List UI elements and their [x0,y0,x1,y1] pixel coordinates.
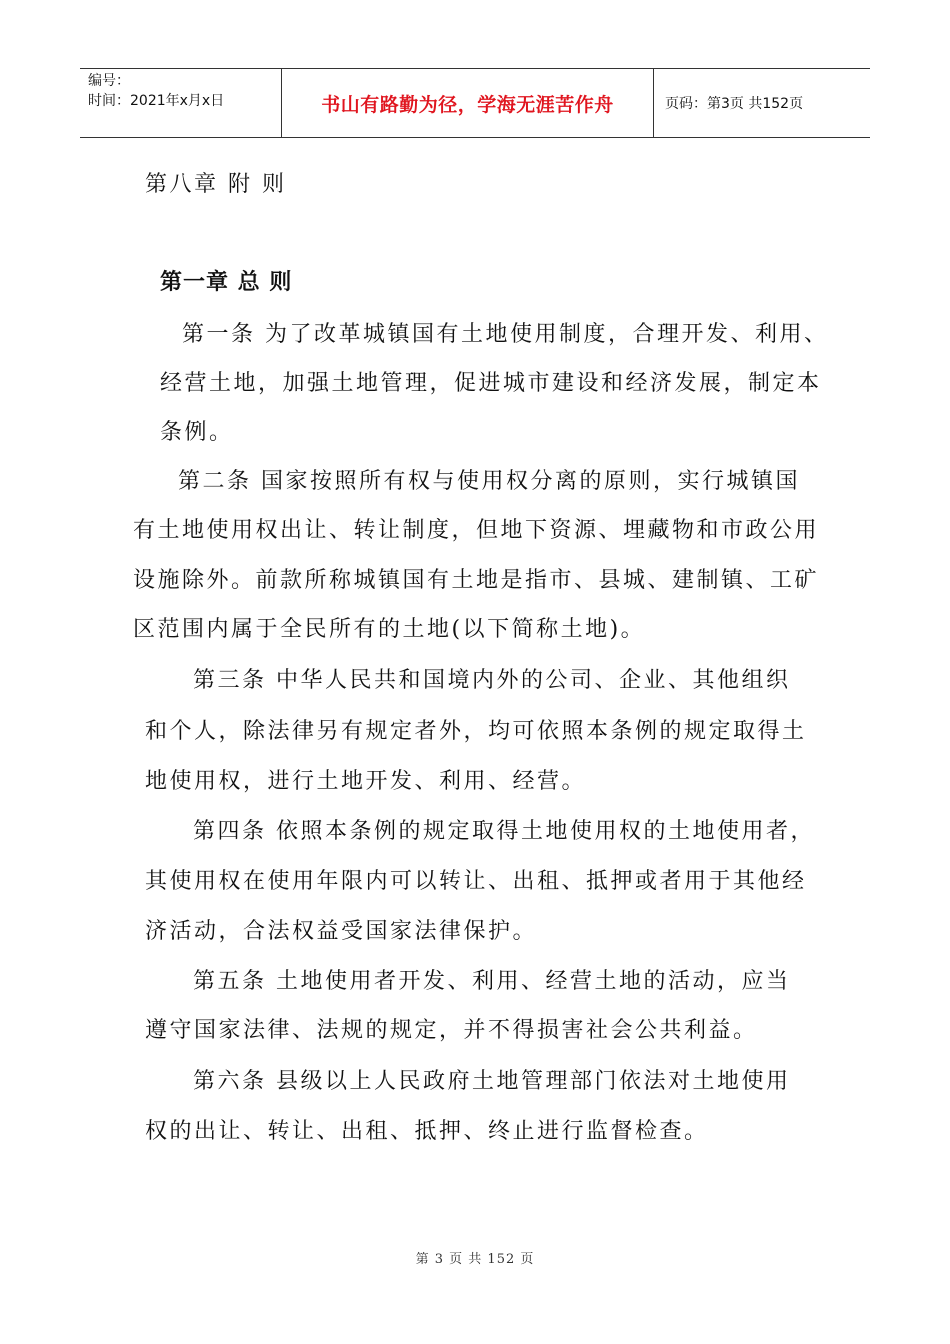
body-line: 和个人，除法律另有规定者外，均可依照本条例的规定取得土 [145,719,807,744]
body-line: 第四条 依照本条例的规定取得土地使用权的土地使用者， [193,819,815,844]
chapter-title: 第一章 总 则 [160,270,293,295]
body-line: 区范围内属于全民所有的土地(以下简称土地)。 [133,617,646,642]
body-line: 遵守国家法律、法规的规定，并不得损害社会公共利益。 [145,1018,758,1043]
toc-tail: 第八章 附 则 [145,172,287,197]
body-line: 第二条 国家按照所有权与使用权分离的原则，实行城镇国 [178,469,800,494]
body-line: 其使用权在使用年限内可以转让、出租、抵押或者用于其他经 [145,869,807,894]
body-line: 第一条 为了改革城镇国有土地使用制度，合理开发、利用、 [182,322,829,347]
body-line: 权的出让、转让、出租、抵押、终止进行监督检查。 [145,1119,709,1144]
body-line: 经营土地，加强土地管理，促进城市建设和经济发展，制定本 [160,371,822,396]
body-line: 有土地使用权出让、转让制度，但地下资源、埋藏物和市政公用 [133,518,820,543]
body-line: 地使用权，进行土地开发、利用、经营。 [145,769,587,794]
body-line: 设施除外。前款所称城镇国有土地是指市、县城、建制镇、工矿 [133,568,820,593]
page-footer: 第 3 页 共 152 页 [415,1252,535,1267]
header-page-info: 页码：第3页 共152页 [665,96,804,112]
body-line: 第六条 县级以上人民政府土地管理部门依法对土地使用 [193,1069,791,1094]
header-table [80,68,870,138]
header-motto: 书山有路勤为径，学海无涯苦作舟 [321,93,614,116]
number-label: 编号： [88,73,130,89]
body-line: 第三条 中华人民共和国境内外的公司、企业、其他组织 [193,668,791,693]
header-meta [88,71,278,111]
date-label: 时间：2021年x月x日 [88,93,225,109]
body-line: 第五条 土地使用者开发、利用、经营土地的活动，应当 [193,969,791,994]
body-line: 条例。 [160,420,234,445]
header-divider [653,69,654,137]
body-line: 济活动，合法权益受国家法律保护。 [145,919,538,944]
